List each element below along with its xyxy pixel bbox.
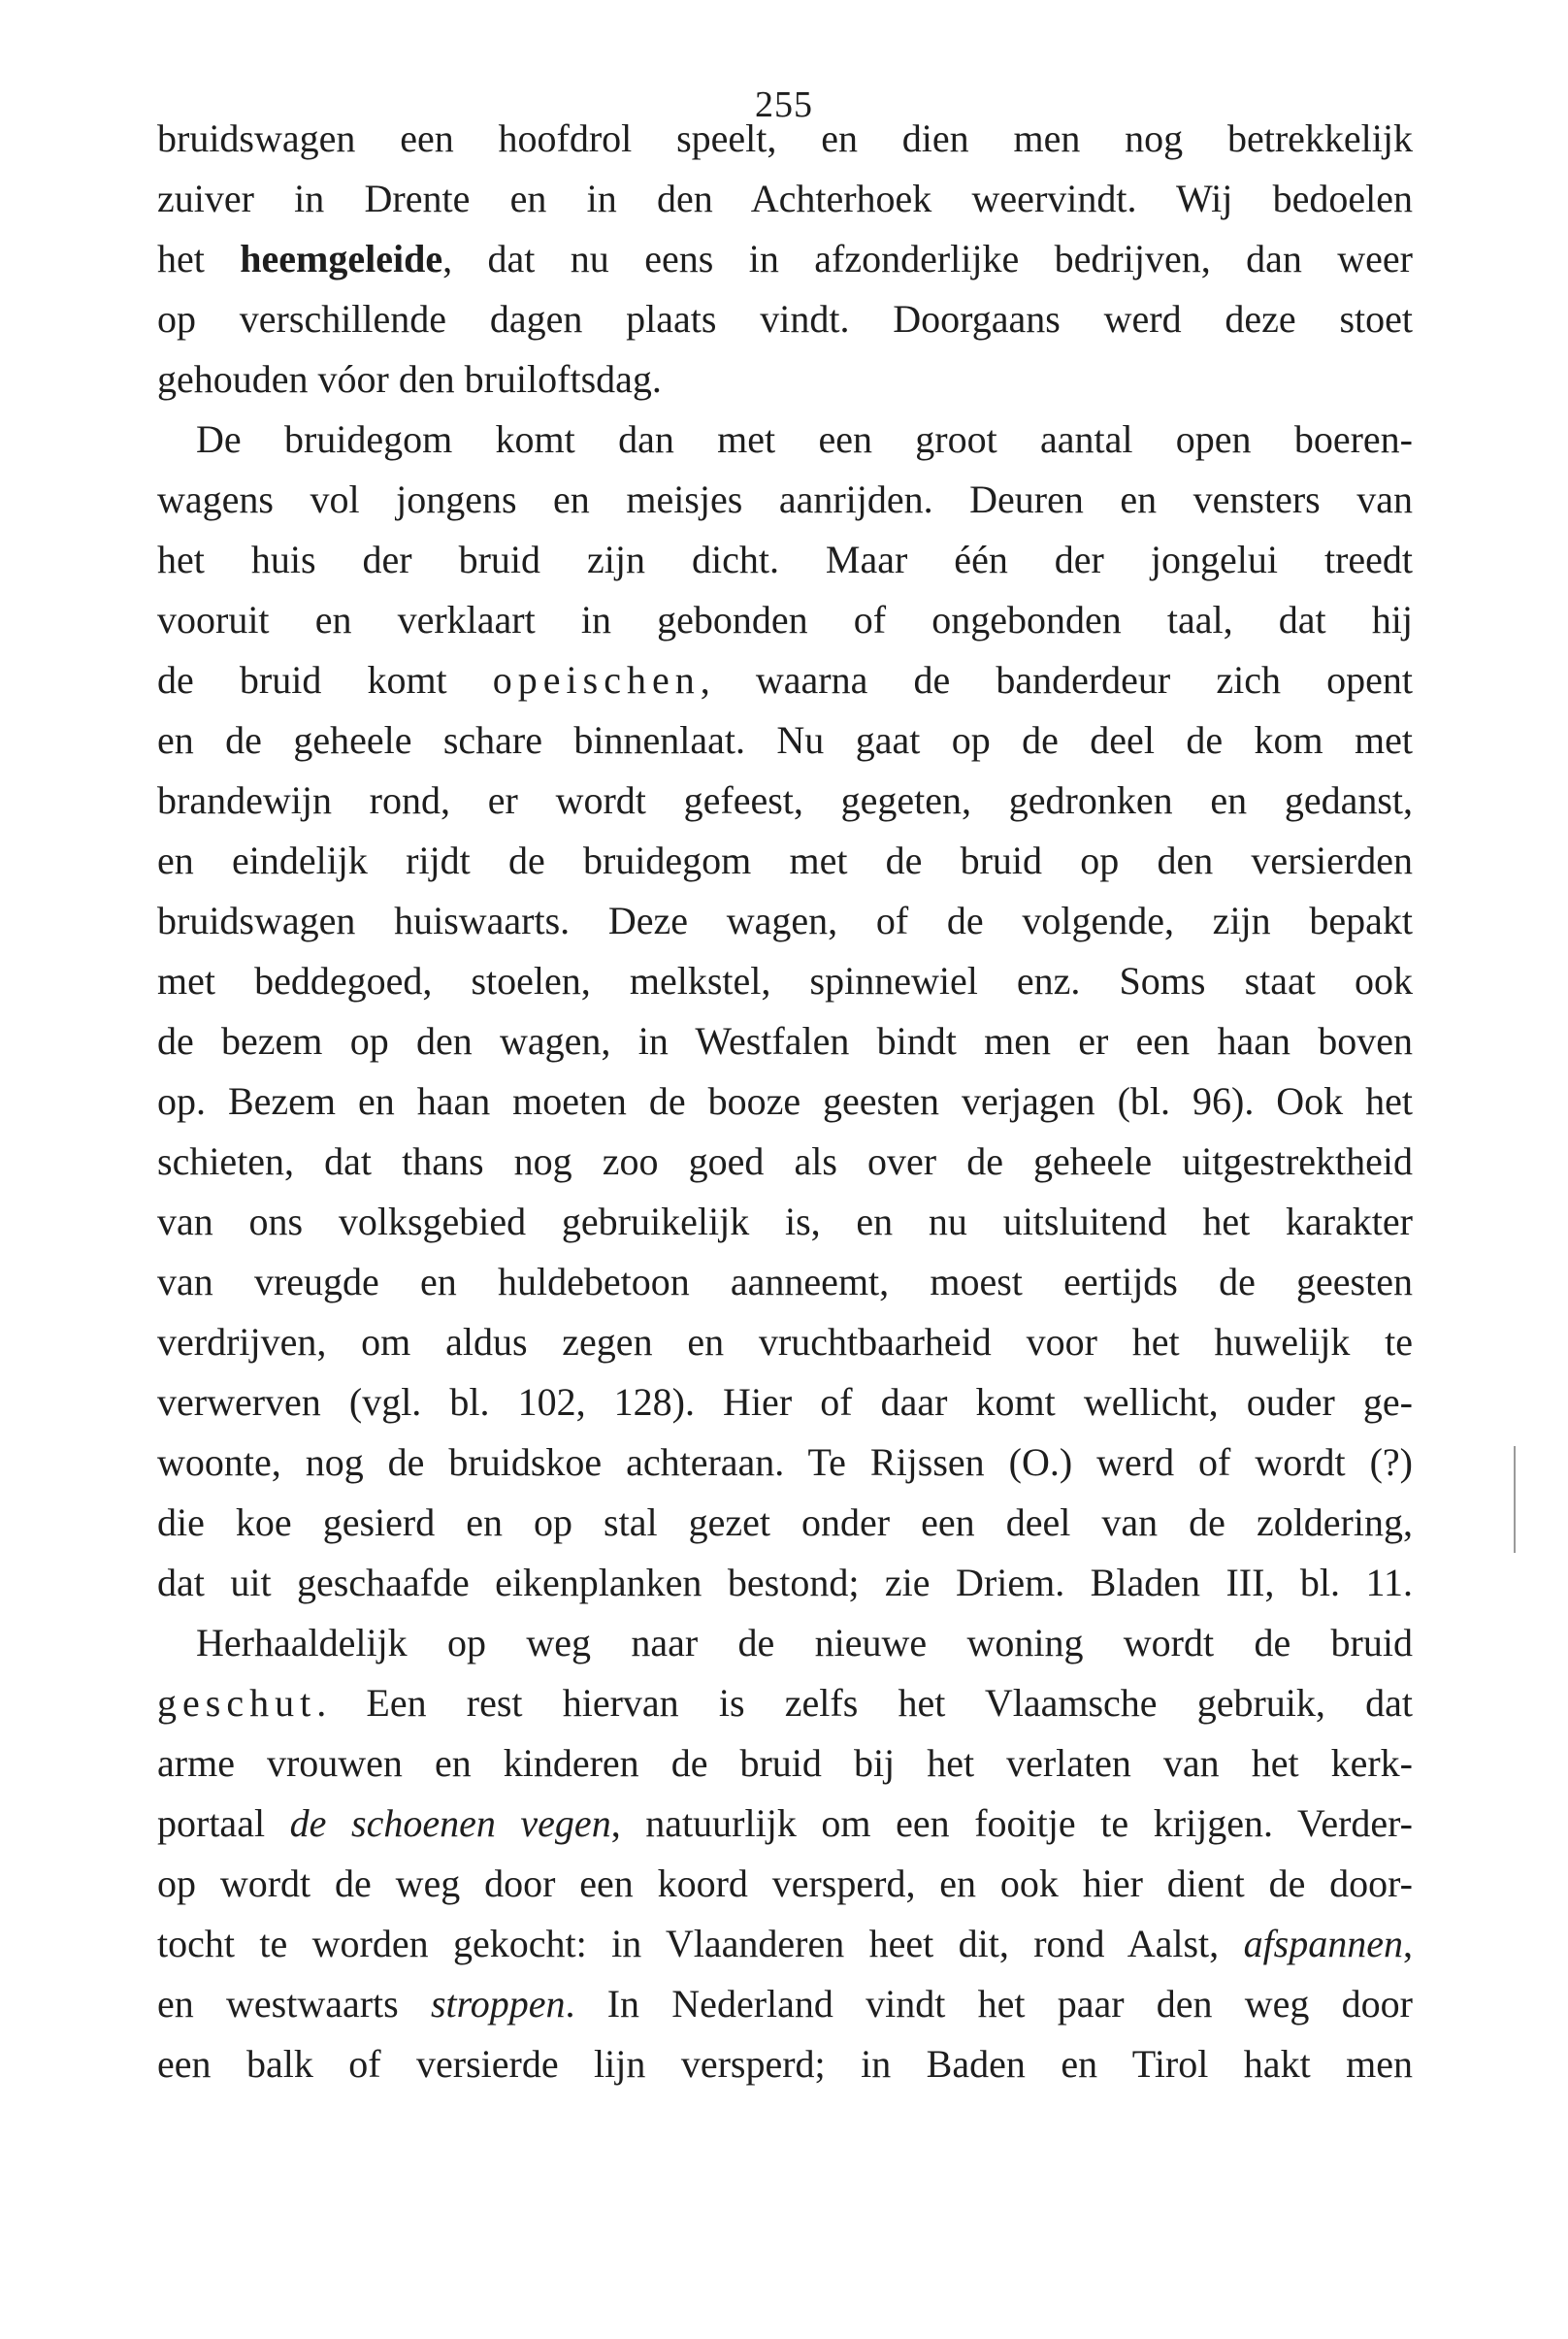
- emphasis-spaced: opeischen: [492, 658, 701, 702]
- text-line: wagens vol jongens en meisjes aanrijden. Deuren en vensters van: [157, 478, 1413, 521]
- emphasis-bold: heemgeleide: [240, 237, 443, 280]
- emphasis-italic: afspannen: [1243, 1922, 1403, 1965]
- text-line: bruidswagen huiswaarts. Deze wagen, of de volgende, zijn bepakt: [157, 899, 1413, 942]
- emphasis-italic: de schoenen vegen: [289, 1801, 611, 1845]
- text-line: De bruidegom komt dan met een groot aantal open boeren-: [196, 417, 1413, 461]
- text-line: en eindelijk rijdt de bruidegom met de bruid op den versierden: [157, 839, 1413, 882]
- text-line: op verschillende dagen plaats vindt. Doorgaans werd deze stoet: [157, 297, 1413, 341]
- text-line: een balk of versierde lijn versperd; in Baden en Tirol hakt men: [157, 2042, 1413, 2086]
- text-line: geschut. Een rest hiervan is zelfs het Vlaamsche gebruik, dat: [157, 1681, 1413, 1725]
- text-line: gehouden vóor den bruiloftsdag.: [157, 357, 662, 401]
- text-line: Herhaaldelijk op weg naar de nieuwe woning wordt de bruid: [196, 1621, 1413, 1664]
- emphasis-italic: stroppen: [430, 1982, 566, 2026]
- text-line: verwerven (vgl. bl. 102, 128). Hier of daar komt wellicht, ouder ge-: [157, 1380, 1413, 1424]
- text-line: woonte, nog de bruidskoe achteraan. Te Rijssen (O.) werd of wordt (?): [157, 1440, 1413, 1484]
- margin-mark: [1514, 1446, 1516, 1553]
- text-line: die koe gesierd en op stal gezet onder een deel van de zoldering,: [157, 1500, 1413, 1544]
- text-line: portaal de schoenen vegen, natuurlijk om een fooitje te krijgen. Verder-: [157, 1801, 1413, 1845]
- text-line: en westwaarts stroppen. In Nederland vindt het paar den weg door: [157, 1982, 1413, 2026]
- text-line: van ons volksgebied gebruikelijk is, en nu uitsluitend het karakter: [157, 1200, 1413, 1243]
- text-line: vooruit en verklaart in gebonden of ongebonden taal, dat hij: [157, 598, 1413, 642]
- text-line: arme vrouwen en kinderen de bruid bij het verlaten van het kerk-: [157, 1741, 1413, 1785]
- text-line: brandewijn rond, er wordt gefeest, gegeten, gedronken en gedanst,: [157, 778, 1413, 822]
- body-text: [157, 109, 1413, 2094]
- text-line: op. Bezem en haan moeten de booze geesten verjagen (bl. 96). Ook het: [157, 1079, 1413, 1123]
- text-line: en de geheele schare binnenlaat. Nu gaat op de deel de kom met: [157, 718, 1413, 762]
- text-line: dat uit geschaafde eikenplanken bestond; zie Driem. Bladen III, bl. 11.: [157, 1561, 1413, 1604]
- text-line: het huis der bruid zijn dicht. Maar één der jongelui treedt: [157, 538, 1413, 581]
- text-line: tocht te worden gekocht: in Vlaanderen heet dit, rond Aalst, afspannen,: [157, 1922, 1413, 1965]
- emphasis-spaced: geschut: [157, 1681, 317, 1725]
- text-line: schieten, dat thans nog zoo goed als over de geheele uitgestrektheid: [157, 1139, 1413, 1183]
- text-line: het heemgeleide, dat nu eens in afzonderlijke bedrijven, dan weer: [157, 237, 1413, 280]
- text-line: op wordt de weg door een koord versperd, en ook hier dient de door-: [157, 1861, 1413, 1905]
- text-line: bruidswagen een hoofdrol speelt, en dien men nog betrekkelijk: [157, 116, 1413, 160]
- text-line: zuiver in Drente en in den Achterhoek weervindt. Wij bedoelen: [157, 177, 1413, 220]
- text-line: van vreugde en huldebetoon aanneemt, moest eertijds de geesten: [157, 1260, 1413, 1303]
- text-line: de bruid komt opeischen, waarna de banderdeur zich opent: [157, 658, 1413, 702]
- text-line: met beddegoed, stoelen, melkstel, spinnewiel enz. Soms staat ook: [157, 959, 1413, 1003]
- page-number: 255: [755, 84, 813, 125]
- text-line: verdrijven, om aldus zegen en vruchtbaarheid voor het huwelijk te: [157, 1320, 1413, 1364]
- text-line: de bezem op den wagen, in Westfalen bindt men er een haan boven: [157, 1019, 1413, 1063]
